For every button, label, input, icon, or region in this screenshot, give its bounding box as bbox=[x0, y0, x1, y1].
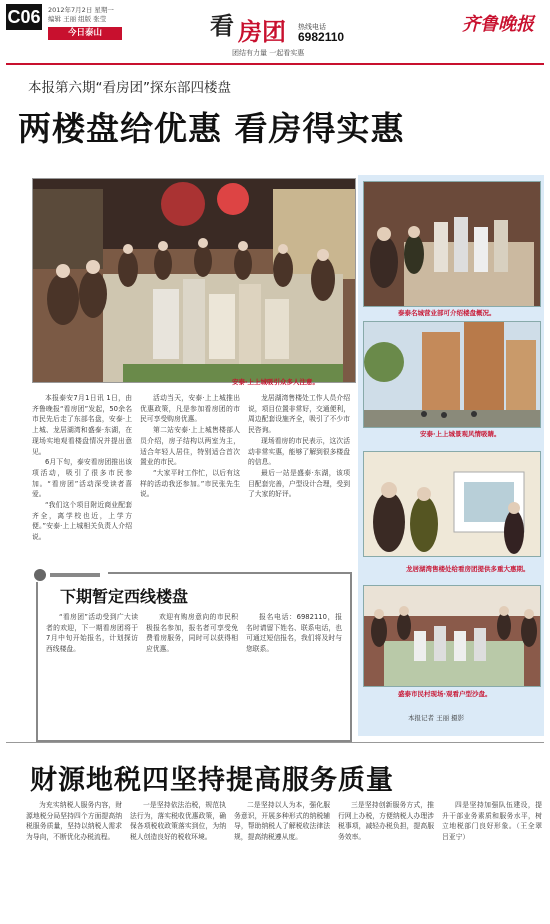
paragraph: 最后一站是盛泰·东湖，该项目配套完善，户型设计合理，受到了大家的好评。 bbox=[248, 468, 350, 499]
section-tag: 今日泰山 bbox=[48, 27, 122, 40]
side-caption-1: 泰泰名城营业部可介绍楼盘概况。 bbox=[398, 309, 496, 317]
paragraph: 本报泰安7月1日讯 1日，由齐鲁晚报“看房团”发起，50余名市民先后走了东部名盘，安泰·上上城、龙居湖湾和盛泰·东湖，在现场实地观看楼盘情况并提出意见。 bbox=[32, 394, 132, 456]
paragraph: 现场看房的市民表示，这次活动非常实惠，能够了解到很多楼盘的信息。 bbox=[248, 436, 350, 467]
hotline-label: 热线电话 bbox=[298, 23, 326, 31]
editor-line: 编辑 王丽 组版 张莹 bbox=[48, 15, 107, 23]
paragraph: 欢迎有购房意向的市民积极报名参加，报名者可享受免费看房服务，同时可以获得相应优惠。 bbox=[146, 613, 238, 654]
side-caption-3: 龙居湖湾售楼处给看房团提供多重大惠期。 bbox=[406, 565, 530, 573]
paragraph: 6月下旬，泰安看房团推出该项活动，吸引了很多市民参加。“看房团”活动深受读者喜爱。 bbox=[32, 458, 132, 499]
article-column-2 bbox=[140, 393, 240, 563]
model-viewing-scene bbox=[364, 182, 540, 306]
bottom-column-4 bbox=[338, 800, 434, 918]
paragraph: 三是坚持创新服务方式，推行网上办税，方便纳税人办理涉税事项，减轻办税负担，提高服务效率。 bbox=[338, 801, 434, 842]
box-title: 下期暂定西线楼盘 bbox=[60, 587, 189, 606]
box-header-ornament bbox=[30, 566, 108, 584]
photo-byline: 本报记者 王丽 摄影 bbox=[408, 714, 465, 722]
side-photo-2 bbox=[363, 321, 541, 428]
bottom-column-3 bbox=[234, 800, 330, 918]
paragraph: 四是坚持加强队伍建设，提升干部业务素质和服务水平，树立地税部门良好形象。（王全翠 吕亚宁） bbox=[442, 801, 542, 842]
article-subtitle: 本报第六期“看房团”探东部四楼盘 bbox=[28, 80, 231, 96]
date-editor-info bbox=[48, 6, 114, 24]
sales-presentation-scene bbox=[364, 452, 540, 556]
bottom-column-2 bbox=[130, 800, 226, 918]
brand-fangtuan: 房团 bbox=[238, 18, 286, 46]
side-caption-4: 盛泰市民村现场·观看户型沙盘。 bbox=[398, 690, 492, 698]
article-column-1 bbox=[32, 393, 132, 563]
article-headline: 两楼盘给优惠 看房得实惠 bbox=[18, 109, 405, 148]
paragraph: 龙居湖湾售楼处工作人员介绍说，项目位置非常好，交通便利，周边配套设施齐全，吸引了不少市民咨询。 bbox=[248, 394, 350, 435]
paragraph: 为充实纳税人服务内容，财源地税分局坚持四个方面提高纳税服务质量，坚持以纳税人需求为导向，不断优化办税流程。 bbox=[26, 801, 122, 842]
paragraph: 活动当天，安泰·上上城推出优惠政策，凡是参加看房团的市民可享受购房优惠。 bbox=[140, 394, 240, 424]
paragraph: 一是坚持依法治税，规范执法行为，落实税收优惠政策，确保各项税收政策落实到位，为纳税人创造良好的税收环境。 bbox=[130, 801, 226, 842]
box-column-2 bbox=[146, 612, 238, 730]
bottom-headline: 财源地税四坚持提高服务质量 bbox=[30, 765, 394, 796]
header-rule bbox=[6, 63, 544, 65]
newspaper-masthead: 齐鲁晚报 bbox=[462, 14, 534, 35]
brand-kan: 看 bbox=[210, 11, 234, 40]
section-divider bbox=[6, 742, 544, 743]
date-line: 2012年7月2日 星期一 bbox=[48, 6, 114, 14]
brand-slogan: 团结有力量 一起看实惠 bbox=[232, 49, 305, 57]
main-photo bbox=[32, 178, 356, 383]
side-photo-4 bbox=[363, 585, 541, 687]
kanfangtuan-brand bbox=[210, 6, 370, 58]
paragraph: 二是坚持以人为本，强化服务意识，开展多种形式的纳税辅导，帮助纳税人了解税收法律法规，提高纳税遵从度。 bbox=[234, 801, 330, 842]
sales-office-scene bbox=[33, 179, 355, 382]
box-column-1 bbox=[46, 612, 138, 730]
paragraph: “大家平时工作忙，以后有这样的活动我还参加。”市民张先生说。 bbox=[140, 468, 240, 499]
paragraph: “我们这个项目附近商业配套齐全，离学校也近，上学方便。”安泰·上上城相关负责人介绍说。 bbox=[32, 501, 132, 542]
box-column-3 bbox=[246, 612, 342, 730]
paragraph: “看房团”活动受到广大读者的欢迎，下一期看房团将于7月中旬开始报名，计划探访西线楼盘。 bbox=[46, 613, 138, 654]
bottom-column-1 bbox=[26, 800, 122, 918]
photo-sidebar bbox=[358, 175, 544, 736]
sandtable-viewing-scene bbox=[364, 586, 540, 686]
side-photo-1 bbox=[363, 181, 541, 307]
paragraph: 第二站安泰·上上城售楼部人员介绍，房子结构以两室为主，适合年轻人居住，特别适合首次置业的市民。 bbox=[140, 426, 240, 467]
article-column-3 bbox=[248, 393, 350, 563]
bottom-article bbox=[26, 800, 544, 918]
bottom-column-5 bbox=[442, 800, 542, 918]
hotline-number: 6982110 bbox=[298, 30, 345, 44]
side-photo-3 bbox=[363, 451, 541, 557]
paragraph: 报名电话：6982110，报名时请留下姓名、联系电话，也可通过短信报名，我们将及时与您联系。 bbox=[246, 613, 342, 654]
page-number: C06 bbox=[6, 4, 42, 30]
main-photo-caption: 安泰·上上城吸引众多人注意。 bbox=[232, 378, 319, 386]
side-caption-2: 安泰·上上城景观风情吸睛。 bbox=[420, 430, 501, 438]
building-exterior-scene bbox=[364, 322, 540, 427]
